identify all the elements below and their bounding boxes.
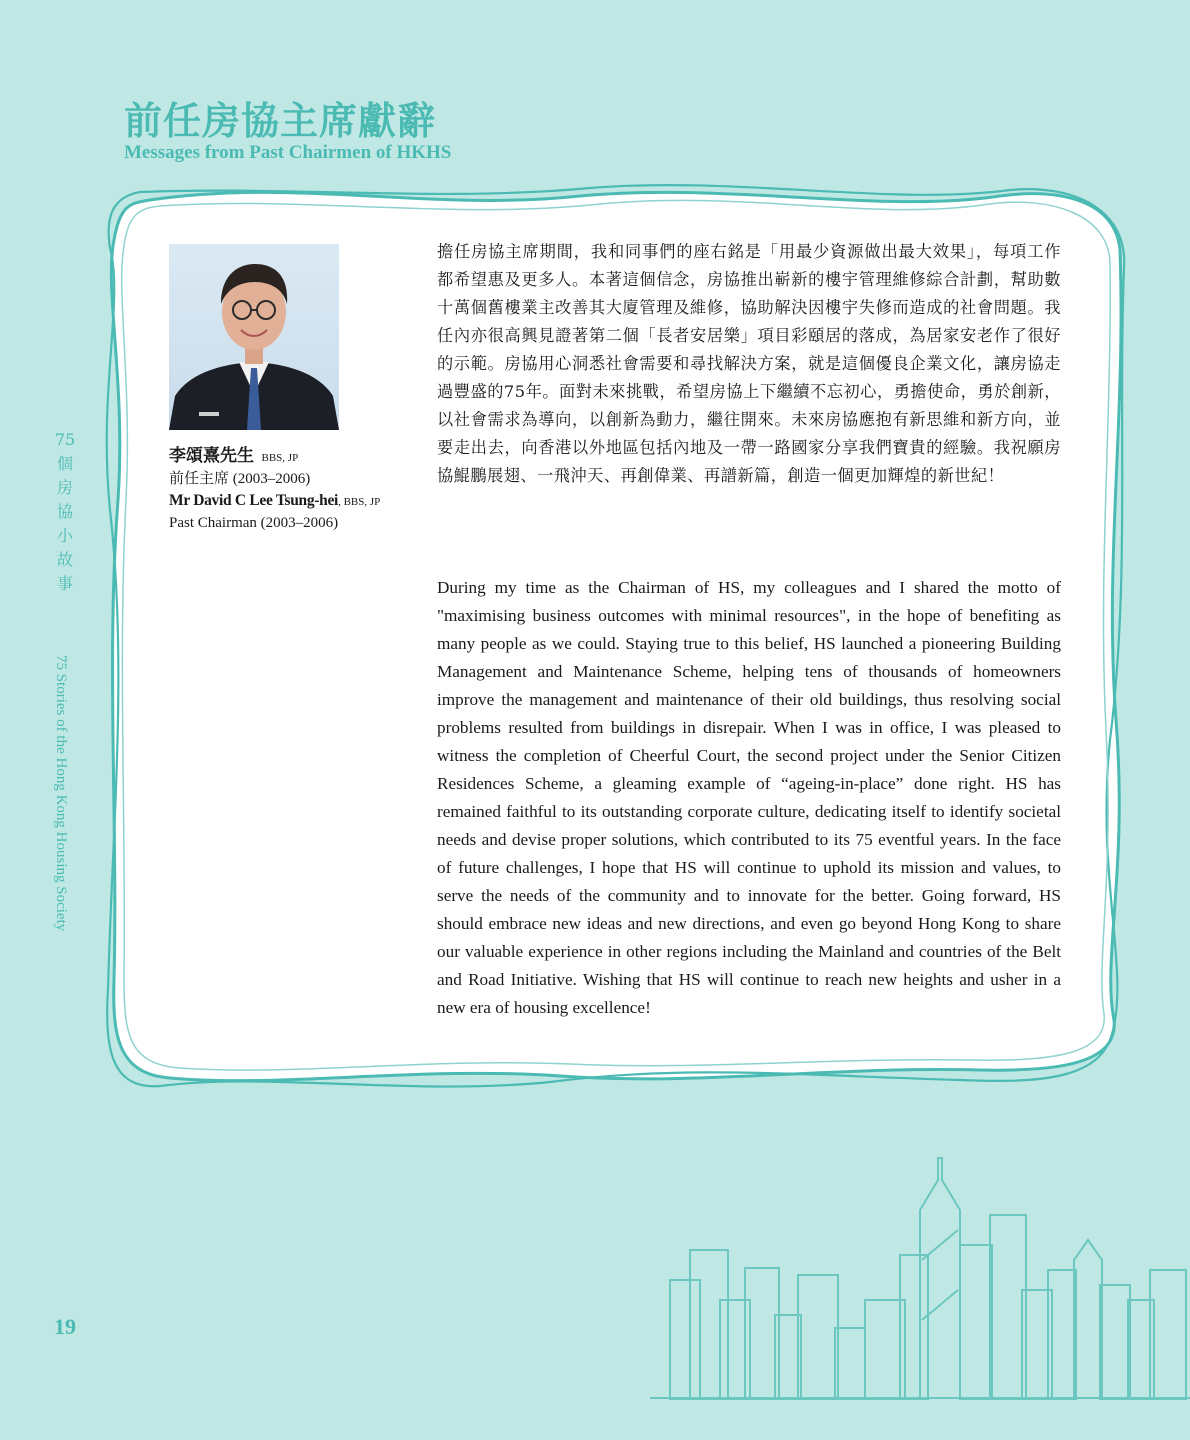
portrait-photo: [169, 244, 339, 430]
page-title-zh: 前任房協主席獻辭: [124, 98, 437, 143]
city-skyline-illustration: [650, 1150, 1190, 1400]
sidebar-char: 事: [56, 574, 73, 593]
page-title-en: Messages from Past Chairmen of HKHS: [124, 142, 452, 163]
sidebar-series-en: 75 Stories of the Hong Kong Housing Society: [53, 655, 69, 932]
sidebar-char: 房: [56, 478, 73, 497]
chairman-name-zh: 李頌熹先生: [169, 446, 254, 466]
portrait-illustration: [169, 244, 339, 430]
sidebar-char: 個: [56, 454, 73, 473]
chairman-name-en: Mr David C Lee Tsung-hei: [169, 492, 339, 509]
profile-caption: [169, 446, 409, 534]
sidebar-char: 協: [56, 502, 73, 521]
sidebar-char: 75: [54, 430, 76, 449]
chairman-role-zh: 前任主席 (2003–2006): [169, 471, 311, 487]
message-en: During my time as the Chairman of HS, my colleagues and I shared the motto of "maximising business outcomes with minimal resources", in the hope of benefiting as many people as we could. Staying true to this belief, HS launched a pioneering Building Management and Maintenance Scheme, helping tens of thousands of homeowners improve the management and maintenance of their old buildings, thus resolving social problems resulted from buildings in disrepair. When I was in office, I was pleased to witness the completion of Cheerful Court, the second project under the Senior Citizen Residences Scheme, a gleaming example of “ageing-in-place” done right. HS has remained faithful to its outstanding corporate culture, dedicating itself to identify societal needs and devise proper solutions, which contributed to its 75 eventful years. In the face of future challenges, I hope that HS will continue to uphold its mission and values, to serve the needs of the community and to innovate for the better. Going forward, HS should embrace new ideas and new directions, and even go beyond Hong Kong to share our valuable experience in other regions including the Mainland and countries of the Belt and Road Initiative. Wishing that HS will continue to reach new heights and usher in a new era of housing excellence!: [437, 578, 1061, 1017]
sidebar-char: 小: [56, 526, 73, 545]
page-number: 19: [54, 1314, 76, 1339]
sidebar-char: 故: [56, 550, 73, 569]
sidebar-series-zh: [54, 428, 76, 596]
chairman-role-en: Past Chairman (2003–2006): [169, 515, 339, 531]
honours-zh: BBS, JP: [261, 452, 299, 464]
message-zh: 擔任房協主席期間，我和同事們的座右銘是「用最少資源做出最大效果」，每項工作都希望惠及更多人。本著這個信念，房協推出嶄新的樓宇管理維修綜合計劃，幫助數十萬個舊樓業主改善其大廈管理及維修，協助解決因樓宇失修而造成的社會問題。我任內亦很高興見證著第二個「長者安居樂」項目彩頤居的落成，為居家安老作了很好的示範。房協用心洞悉社會需要和尋找解決方案，就是這個優良企業文化，讓房協走過豐盛的75年。面對未來挑戰，希望房協上下繼續不忘初心，勇擔使命，勇於創新，以社會需求為導向，以創新為動力，繼往開來。未來房協應抱有新思維和新方向，並要走出去，向香港以外地區包括內地及一帶一路國家分享我們寶貴的經驗。我祝願房協鯤鵬展翅、一飛沖天、再創偉業、再譜新篇，創造一個更加輝煌的新世紀！: [437, 242, 1061, 485]
honours-en: , BBS, JP: [338, 496, 381, 508]
